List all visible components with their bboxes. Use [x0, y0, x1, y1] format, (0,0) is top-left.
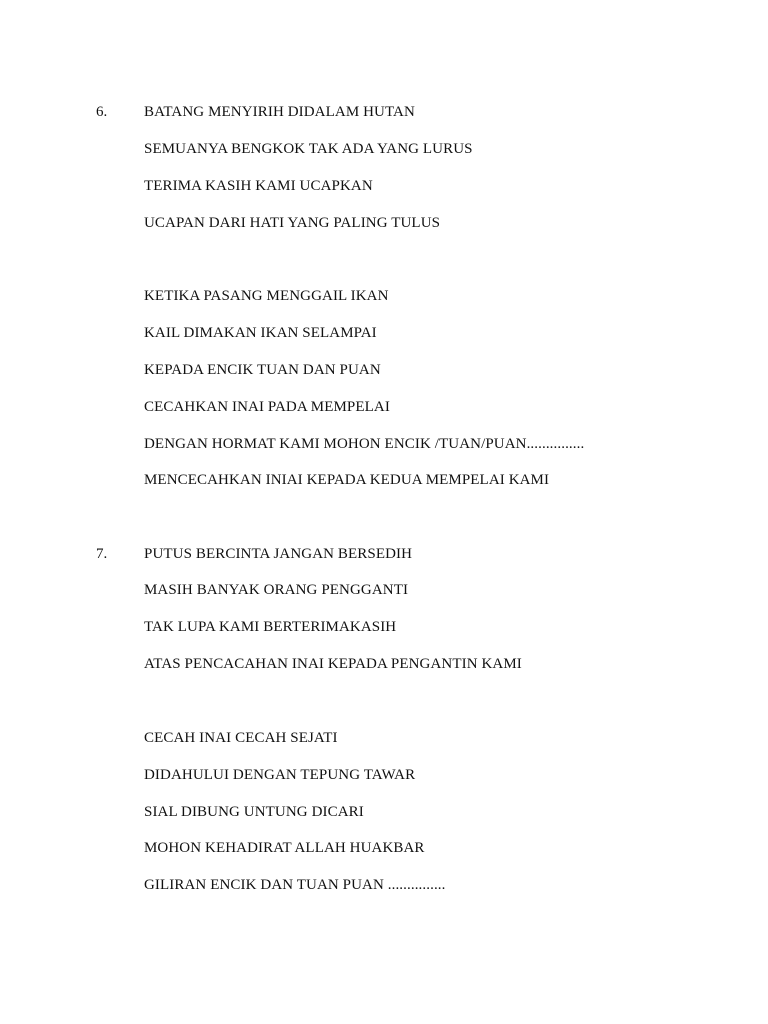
- verse-line: MOHON KEHADIRAT ALLAH HUAKBAR: [144, 840, 425, 856]
- verse-line: ATAS PENCACAHAN INAI KEPADA PENGANTIN KAMI: [144, 656, 522, 672]
- verse-line: DENGAN HORMAT KAMI MOHON ENCIK /TUAN/PUAN...............: [144, 436, 585, 452]
- verse-line: MENCECAHKAN INIAI KEPADA KEDUA MEMPELAI KAMI: [144, 472, 550, 488]
- verse-line: GILIRAN ENCIK DAN TUAN PUAN ...............: [144, 877, 446, 893]
- section-number-6: 6.: [96, 104, 108, 120]
- section-number-7: 7.: [96, 546, 108, 562]
- verse-line: KAIL DIMAKAN IKAN SELAMPAI: [144, 325, 377, 341]
- verse-line: TAK LUPA KAMI BERTERIMAKASIH: [144, 619, 397, 635]
- verse-line: CECAH INAI CECAH SEJATI: [144, 730, 338, 746]
- verse-line: MASIH BANYAK ORANG PENGGANTI: [144, 582, 409, 598]
- verse-line: TERIMA KASIH KAMI UCAPKAN: [144, 178, 373, 194]
- verse-line: KETIKA PASANG MENGGAIL IKAN: [144, 288, 389, 304]
- verse-line: SIAL DIBUNG UNTUNG DICARI: [144, 804, 364, 820]
- verse-line: DIDAHULUI DENGAN TEPUNG TAWAR: [144, 767, 416, 783]
- verse-line: PUTUS BERCINTA JANGAN BERSEDIH: [144, 546, 413, 562]
- verse-line: SEMUANYA BENGKOK TAK ADA YANG LURUS: [144, 141, 473, 157]
- verse-line: KEPADA ENCIK TUAN DAN PUAN: [144, 362, 381, 378]
- verse-line: CECAHKAN INAI PADA MEMPELAI: [144, 399, 390, 415]
- verse-line: BATANG MENYIRIH DIDALAM HUTAN: [144, 104, 415, 120]
- verse-line: UCAPAN DARI HATI YANG PALING TULUS: [144, 215, 441, 231]
